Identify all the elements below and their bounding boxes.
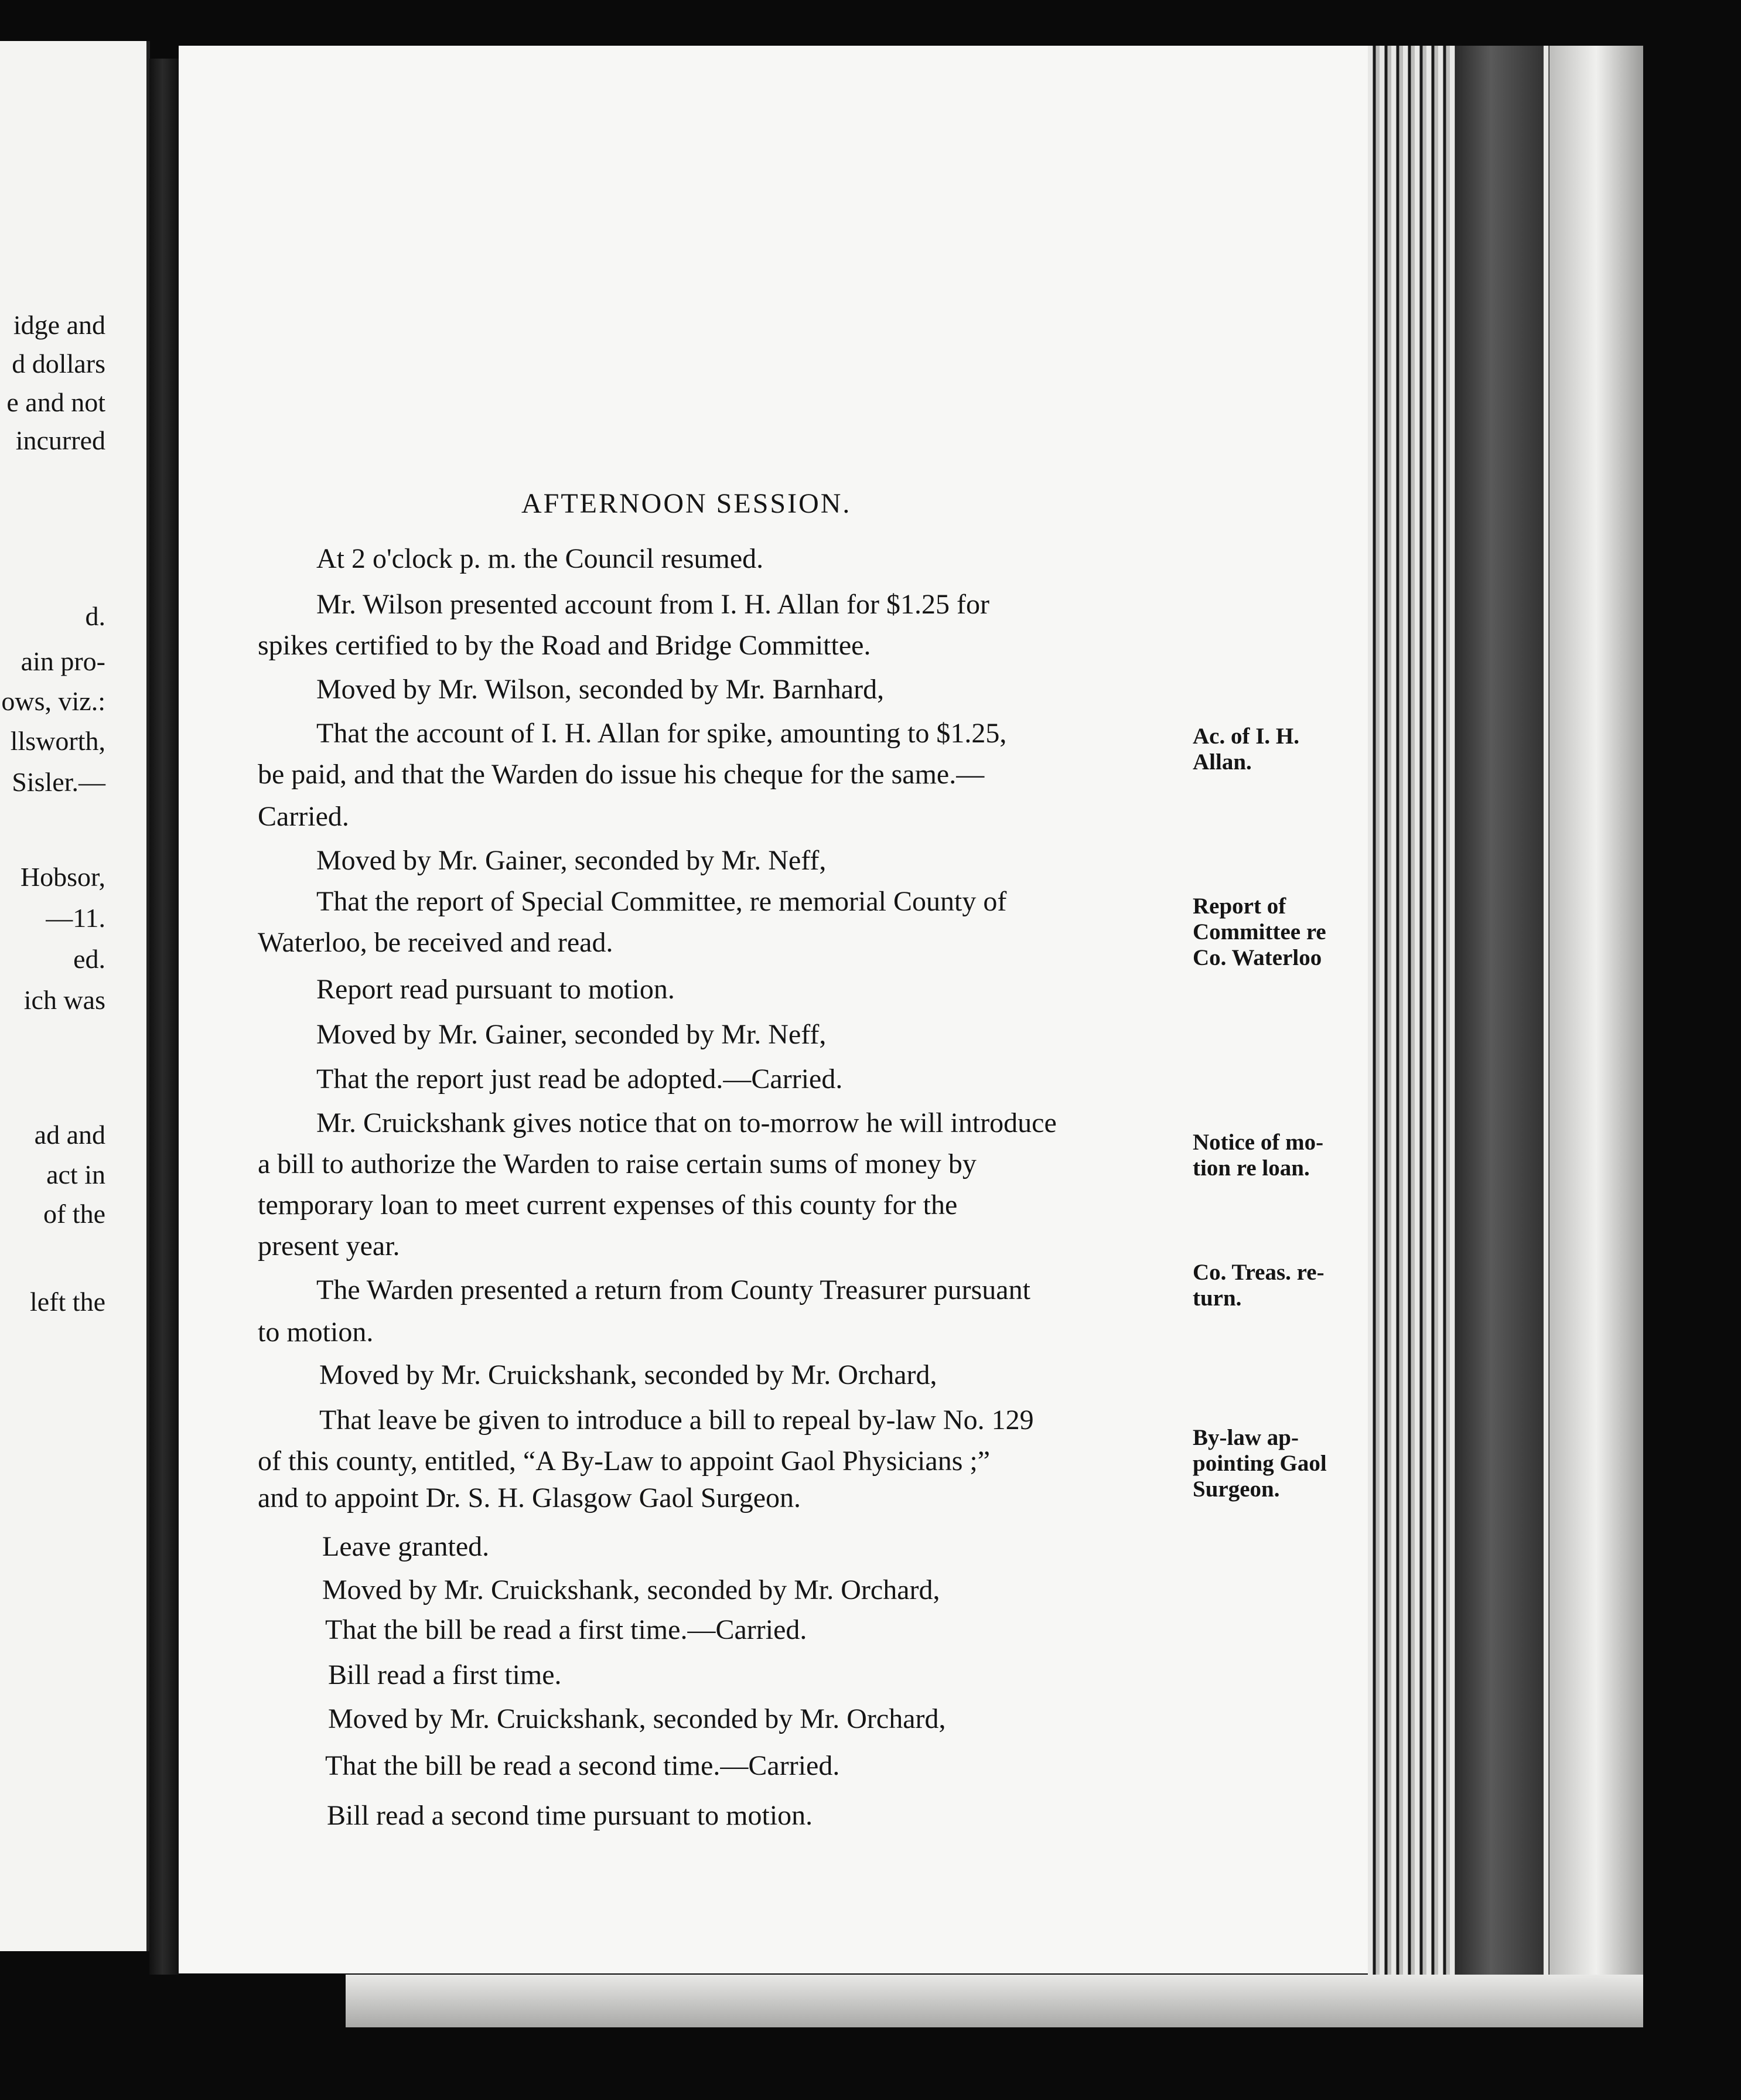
text-line: a bill to authorize the Warden to raise certain sums of money by [258,1148,977,1179]
text-line: That the report just read be adopted.—Carried. [316,1063,843,1095]
text-line: Leave granted. [322,1531,490,1562]
text-line: That the account of I. H. Allan for spike, amounting to $1.25, [316,718,1007,749]
left-page-line: idge and [13,310,105,340]
margin-note-line: Surgeon. [1193,1477,1280,1502]
margin-note-line: Co. Waterloo [1193,945,1322,970]
left-page-line: of the [43,1199,105,1229]
margin-note [1193,894,1326,971]
book-gutter [149,59,179,1975]
left-page-line: e and not [6,387,105,417]
margin-note-line: pointing Gaol [1193,1451,1327,1476]
text-line: The Warden presented a return from County Treasurer pursuant [316,1274,1030,1305]
text-line: That the bill be read a first time.—Carried. [325,1614,807,1645]
text-line: At 2 o'clock p. m. the Council resumed. [316,543,764,574]
left-page-line: ain pro- [21,646,105,676]
left-page [0,41,150,1951]
left-page-line: ed. [73,944,105,974]
text-line: Bill read a second time pursuant to motion. [327,1800,813,1831]
left-page-line: act in [46,1160,105,1189]
left-page-line: ows, viz.: [1,686,105,716]
text-line: be paid, and that the Warden do issue his cheque for the same.— [258,759,985,790]
left-page-line: —11. [46,903,105,933]
margin-note-line: tion re loan. [1193,1155,1310,1181]
text-line: That leave be given to introduce a bill to repeal by-law No. 129 [319,1404,1034,1436]
margin-note-line: By-law ap- [1193,1425,1299,1450]
margin-note [1193,1425,1327,1502]
book-cover-edge [1549,46,1643,1991]
text-line: of this county, entitled, “A By-Law to appoint Gaol Physicians ;” [258,1446,991,1477]
left-page-line: ich was [23,985,105,1015]
left-page-line: d. [85,601,105,631]
margin-note-line: Co. Treas. re- [1193,1260,1324,1285]
text-line: present year. [258,1230,400,1262]
page-bottom-edge [346,1975,1643,2027]
margin-note [1193,1130,1323,1181]
margin-note-line: Ac. of I. H. [1193,724,1299,749]
left-page-line: left the [30,1287,105,1317]
text-line: Mr. Cruickshank gives notice that on to-morrow he will introduce [316,1107,1057,1138]
left-page-line: Hobsor, [20,862,105,892]
page-edge-shadow [1456,46,1544,1991]
text-line: Report read pursuant to motion. [316,974,675,1005]
text-line: That the bill be read a second time.—Carried. [325,1750,840,1781]
margin-note [1193,1260,1324,1311]
left-page-line: incurred [15,425,105,455]
text-line: Moved by Mr. Wilson, seconded by Mr. Barnhard, [316,674,885,705]
text-line: That the report of Special Committee, re memorial County of [316,886,1007,917]
text-line: to motion. [258,1317,374,1348]
section-heading: AFTERNOON SESSION. [521,488,852,519]
text-line: and to appoint Dr. S. H. Glasgow Gaol Surgeon. [258,1482,801,1513]
left-page-line: Sisler.— [12,767,105,797]
text-line: Moved by Mr. Cruickshank, seconded by Mr. Orchard, [328,1703,946,1734]
margin-note-line: Report of [1193,894,1286,919]
page-edges [1368,46,1643,1991]
margin-note-line: turn. [1193,1286,1242,1311]
text-line: Mr. Wilson presented account from I. H. Allan for $1.25 for [316,589,989,620]
margin-note-line: Allan. [1193,749,1252,775]
text-line: Moved by Mr. Gainer, seconded by Mr. Neff, [316,845,827,876]
left-page-line: d dollars [12,349,105,379]
margin-note [1193,724,1299,775]
text-line: temporary loan to meet current expenses of this county for the [258,1189,958,1221]
left-page-line: llsworth, [10,726,105,756]
text-line: Bill read a first time. [328,1659,562,1690]
margin-note-line: Committee re [1193,919,1326,945]
text-line: Waterloo, be received and read. [258,927,613,958]
margin-note-line: Notice of mo- [1193,1130,1324,1155]
text-line: Moved by Mr. Gainer, seconded by Mr. Neff, [316,1019,827,1050]
left-page-line: ad and [34,1120,105,1150]
text-line: Carried. [258,801,349,832]
text-line: Moved by Mr. Cruickshank, seconded by Mr. Orchard, [319,1359,937,1390]
text-line: spikes certified to by the Road and Bridge Committee. [258,630,871,661]
text-line: Moved by Mr. Cruickshank, seconded by Mr. Orchard, [322,1574,940,1605]
